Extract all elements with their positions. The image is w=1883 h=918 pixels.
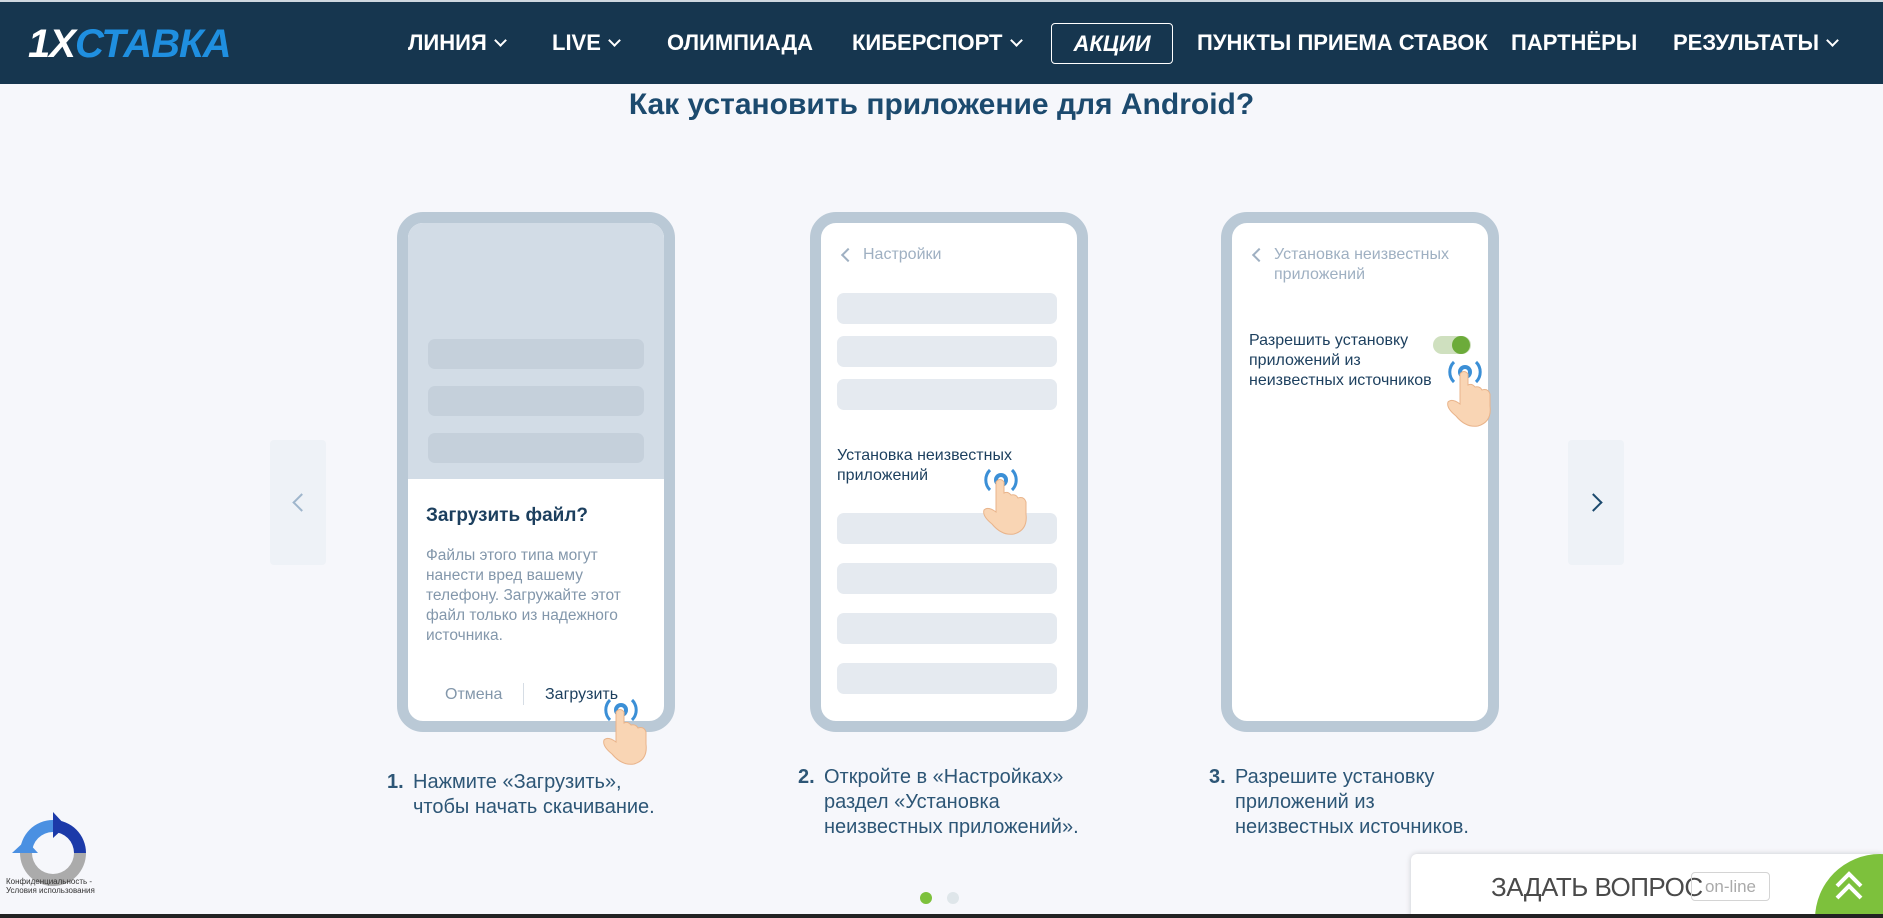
carousel-prev-button[interactable] xyxy=(270,440,326,565)
nav-item-partners[interactable] xyxy=(1511,2,1637,84)
placeholder-bar xyxy=(428,433,644,463)
nav-label: РЕЗУЛЬТАТЫ xyxy=(1673,30,1819,55)
tap-hand-icon xyxy=(970,460,1034,538)
placeholder-bar xyxy=(837,293,1057,324)
step-caption-2 xyxy=(798,765,1079,840)
tap-hand-icon xyxy=(1434,352,1498,430)
chevron-right-icon xyxy=(1584,493,1602,511)
carousel-next-button[interactable] xyxy=(1568,440,1624,565)
chevron-down-icon xyxy=(494,34,507,47)
settings-header-label: Настройки xyxy=(863,246,942,263)
phone-mockup-step-3 xyxy=(1221,212,1499,732)
step-text: Разрешите установку приложений из неизвестных источников. xyxy=(1235,766,1469,838)
chevron-down-icon xyxy=(608,34,621,47)
settings-header xyxy=(839,245,941,265)
ask-question-label: ЗАДАТЬ ВОПРОС xyxy=(1491,872,1703,902)
nav-label: ОЛИМПИАДА xyxy=(667,30,814,55)
nav-label: ЛИНИЯ xyxy=(408,30,487,55)
nav-item-live[interactable] xyxy=(552,2,619,84)
nav-item-promotions[interactable]: АКЦИИ xyxy=(1051,23,1173,64)
nav-label: КИБЕРСПОРТ xyxy=(852,30,1003,55)
phone-screen-background xyxy=(408,223,664,479)
nav-item-liniya[interactable] xyxy=(408,2,505,84)
step-caption-1 xyxy=(387,770,655,820)
scroll-top-button[interactable] xyxy=(1815,854,1883,918)
settings-item-unknown-apps: Установка неизвестных приложений xyxy=(837,447,1012,484)
step-number: 2. xyxy=(798,766,815,788)
nav-item-olympiad[interactable] xyxy=(667,2,813,84)
page-title: Как установить приложение для Android? xyxy=(628,88,1255,121)
nav-label: LIVE xyxy=(552,30,601,55)
step-text: Откройте в «Настройках» раздел «Установка неизвестных приложений». xyxy=(824,766,1079,838)
double-chevron-up-icon xyxy=(1829,864,1869,904)
placeholder-bar xyxy=(428,339,644,369)
nav-item-esports[interactable] xyxy=(852,2,1021,84)
placeholder-bar xyxy=(837,663,1057,694)
ask-question-widget[interactable] xyxy=(1411,854,1883,918)
site-logo[interactable] xyxy=(28,22,230,66)
dialog-download-button: Загрузить xyxy=(545,686,619,703)
placeholder-bar xyxy=(428,386,644,416)
recaptcha-privacy-text[interactable]: Конфиденциальность - Условия использования xyxy=(6,877,95,895)
step-number: 1. xyxy=(387,771,404,793)
back-arrow-icon xyxy=(1252,248,1266,262)
placeholder-bar xyxy=(837,563,1057,594)
chevron-down-icon xyxy=(1010,34,1023,47)
dialog-cancel-button: Отмена xyxy=(445,686,503,703)
allow-unknown-sources-label: Разрешить установку приложений из неизвестных источников xyxy=(1249,332,1432,389)
dialog-text: Файлы этого типа могут нанести вред вашему телефону. Загружайте этот файл только из надежного источника. xyxy=(426,547,621,644)
tap-hand-icon xyxy=(590,690,654,768)
step-caption-3 xyxy=(1209,765,1469,840)
chevron-down-icon xyxy=(1826,34,1839,47)
nav-item-results[interactable] xyxy=(1673,2,1837,84)
settings-header-label: Установка неизвестных приложений xyxy=(1274,246,1449,283)
nav-label: ПАРТНЁРЫ xyxy=(1511,30,1638,55)
nav-label: ПУНКТЫ ПРИЕМА СТАВОК xyxy=(1197,30,1488,55)
logo-part-2: СТАВКА xyxy=(74,21,231,66)
chevron-left-icon xyxy=(292,493,310,511)
carousel-dot-active[interactable] xyxy=(920,892,932,904)
nav-item-betting-points[interactable] xyxy=(1197,2,1488,84)
dialog-divider xyxy=(523,683,524,705)
dialog-title: Загрузить файл? xyxy=(426,505,588,526)
carousel-dot[interactable] xyxy=(947,892,959,904)
step-number: 3. xyxy=(1209,766,1226,788)
step-text: Нажмите «Загрузить», чтобы начать скачивание. xyxy=(413,771,655,818)
placeholder-bar xyxy=(837,613,1057,644)
placeholder-bar xyxy=(837,336,1057,367)
settings-header xyxy=(1250,245,1474,285)
phone-mockup-step-1 xyxy=(397,212,675,732)
back-arrow-icon xyxy=(841,248,855,262)
bottom-border xyxy=(0,914,1883,918)
phone-mockup-step-2 xyxy=(810,212,1088,732)
placeholder-bar xyxy=(837,379,1057,410)
online-badge: on-line xyxy=(1691,872,1770,901)
logo-part-1: 1X xyxy=(28,21,75,66)
site-header xyxy=(0,2,1883,84)
